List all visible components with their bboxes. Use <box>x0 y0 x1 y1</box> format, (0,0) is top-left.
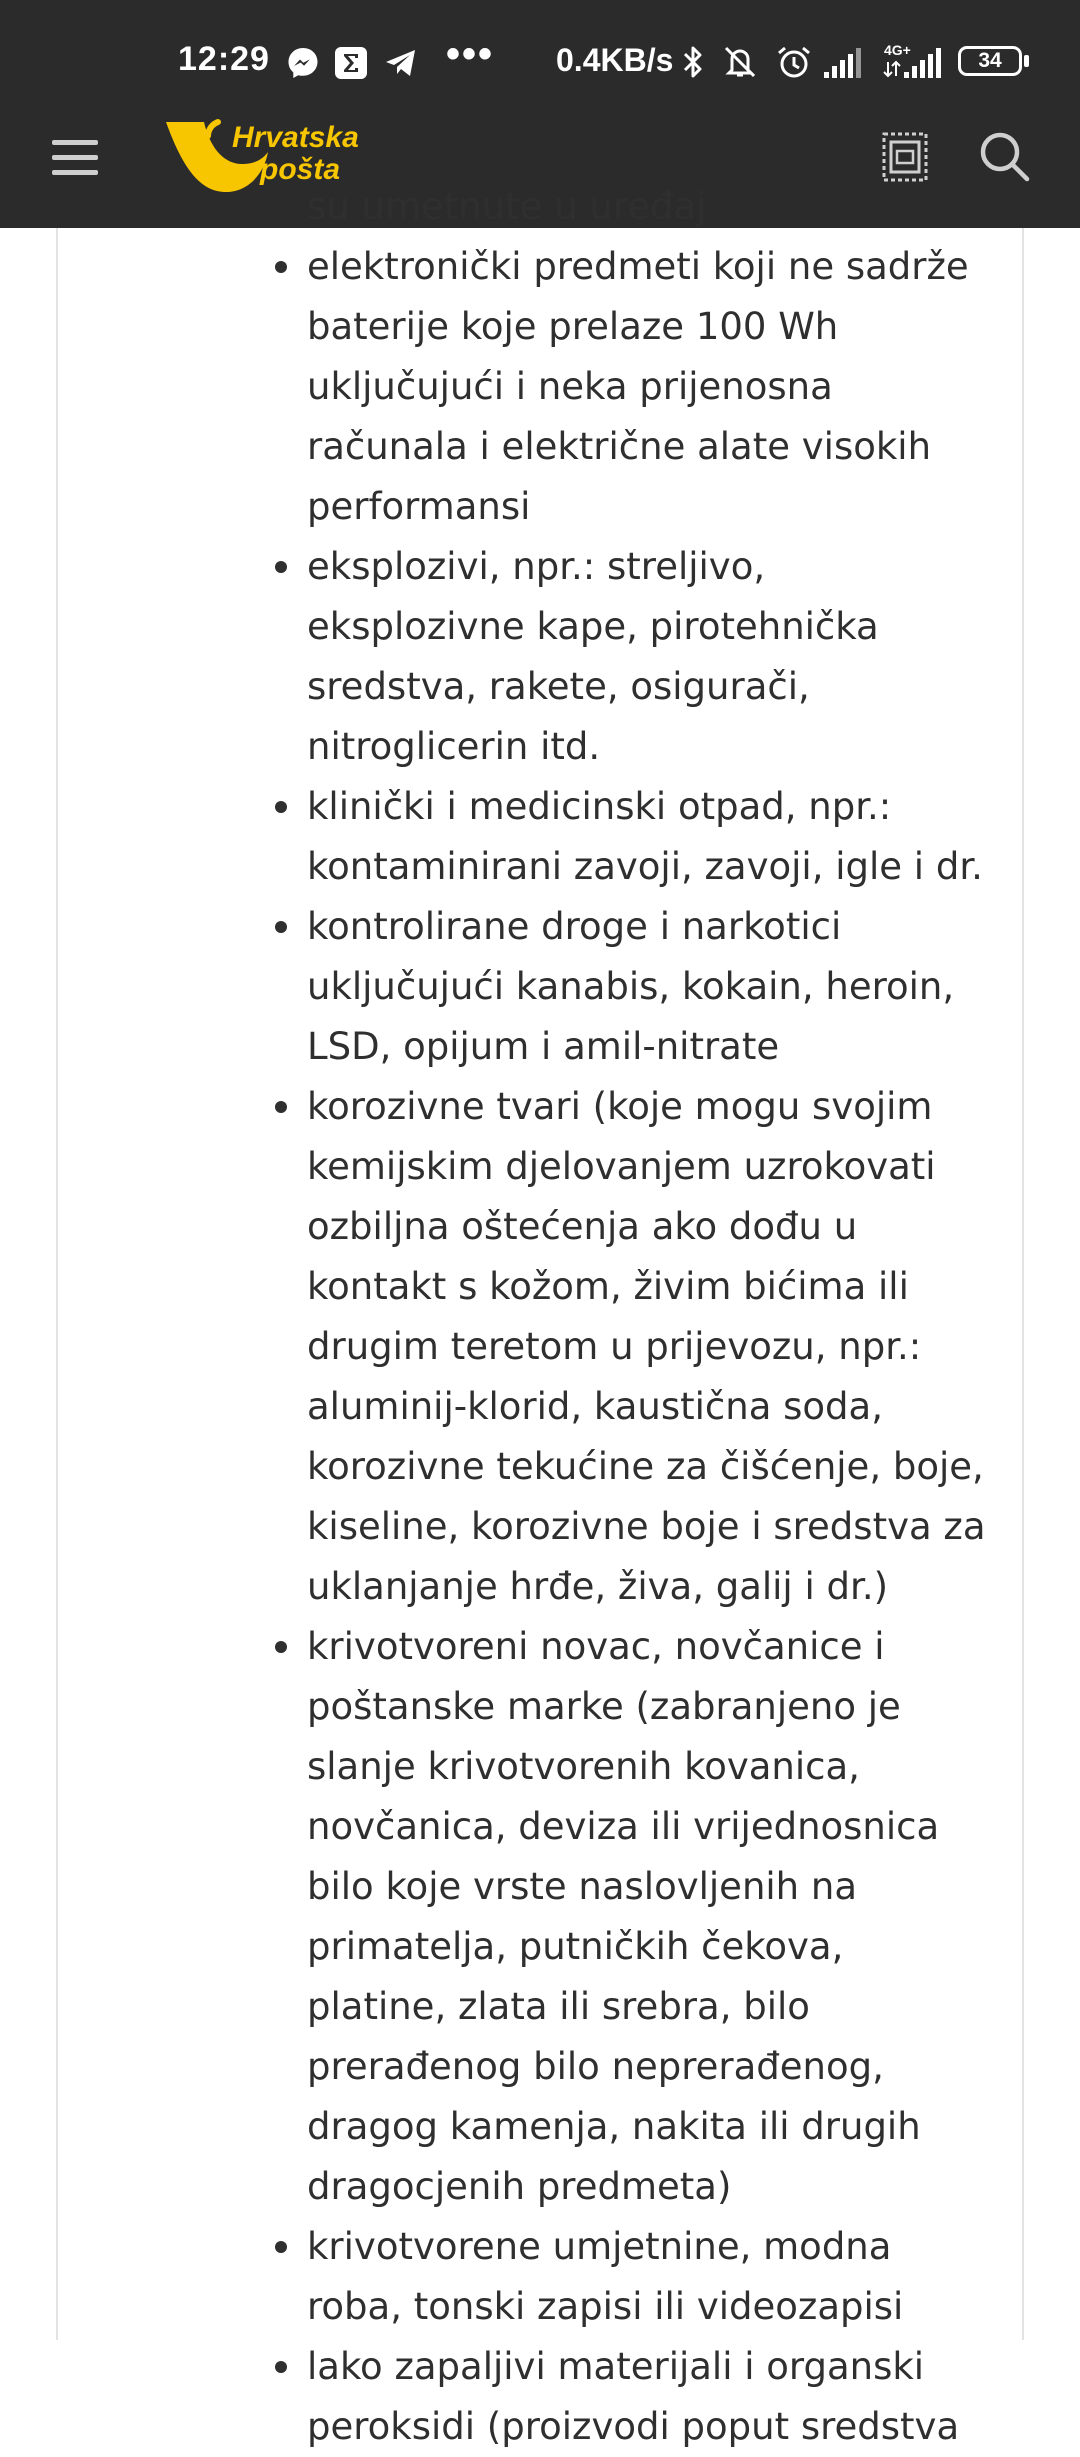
network-type: 4G+ <box>884 42 911 58</box>
more-notifications-indicator: ••• <box>446 32 495 76</box>
search-button[interactable] <box>976 128 1032 184</box>
signal-4g-icon <box>882 44 942 80</box>
mute-icon <box>722 44 758 80</box>
signal-icon <box>822 44 862 80</box>
status-time: 12:29 <box>178 40 270 78</box>
logo-line2: pošta <box>260 153 341 186</box>
telegram-icon <box>384 46 418 80</box>
battery-nub <box>1024 55 1029 67</box>
list-item: korozivne tvari (koje mogu svojim kemijskim djelovanjem uzrokovati ozbiljna oštećenja ako dođu u kontakt s kožom, živim bićima ili drugim teretom u prijevozu, npr.: aluminij-klorid, kaustična soda, korozivne tekućine za čišćenje, boje, kiseline, korozivne boje i sredstva za uklanjanje hrđe, živa, galij i dr.) <box>307 1077 1026 1617</box>
stamp-icon <box>880 130 930 184</box>
page-content <box>56 185 1024 2448</box>
messenger-icon <box>286 46 320 80</box>
list-item: krivotvorene umjetnine, modna roba, tonski zapisi ili videozapisi <box>307 2217 1026 2337</box>
prohibited-items-list <box>58 177 1026 2457</box>
sigma-app-icon <box>334 46 368 80</box>
battery-level: 34 <box>978 49 1002 72</box>
list-item: lako zapaljivi materijali i organski peroksidi (proizvodi poput sredstva <box>307 2337 1026 2457</box>
list-item: krivotvoreni novac, novčanice i poštanske marke (zabranjeno je slanje krivotvorenih kovanica, novčanica, deviza ili vrijednosnica bilo koje vrste naslovljenih na primatelja, putničkih čekova, platine, zlata ili srebra, bilo prerađenog bilo neprerađenog, dragog kamenja, nakita ili drugih dragocjenih predmeta) <box>307 1617 1026 2217</box>
list-item: elektronički predmeti koji ne sadrže baterije koje prelaze 100 Wh uključujući i neka prijenosna računala i električne alate visokih performansi <box>307 237 1026 537</box>
bluetooth-icon <box>680 44 706 80</box>
battery-icon <box>958 46 1022 76</box>
status-bar <box>0 0 1080 90</box>
list-item: kontrolirane droge i narkotici uključujući kanabis, kokain, heroin, LSD, opijum i amil-nitrate <box>307 897 1026 1077</box>
list-item: klinički i medicinski otpad, npr.: kontaminirani zavoji, zavoji, igle i dr. <box>307 777 1026 897</box>
network-speed: 0.4KB/s <box>556 42 674 78</box>
list-item: eksplozivi, npr.: streljivo, eksplozivne kape, pirotehnička sredstva, rakete, osigurači, nitroglicerin itd. <box>307 537 1026 777</box>
list-item: su umetnute u uređaj <box>307 185 707 228</box>
alarm-icon <box>776 44 812 80</box>
search-icon <box>976 128 1032 184</box>
logo-line1: Hrvatska <box>232 121 359 154</box>
stamp-button[interactable] <box>880 130 930 184</box>
